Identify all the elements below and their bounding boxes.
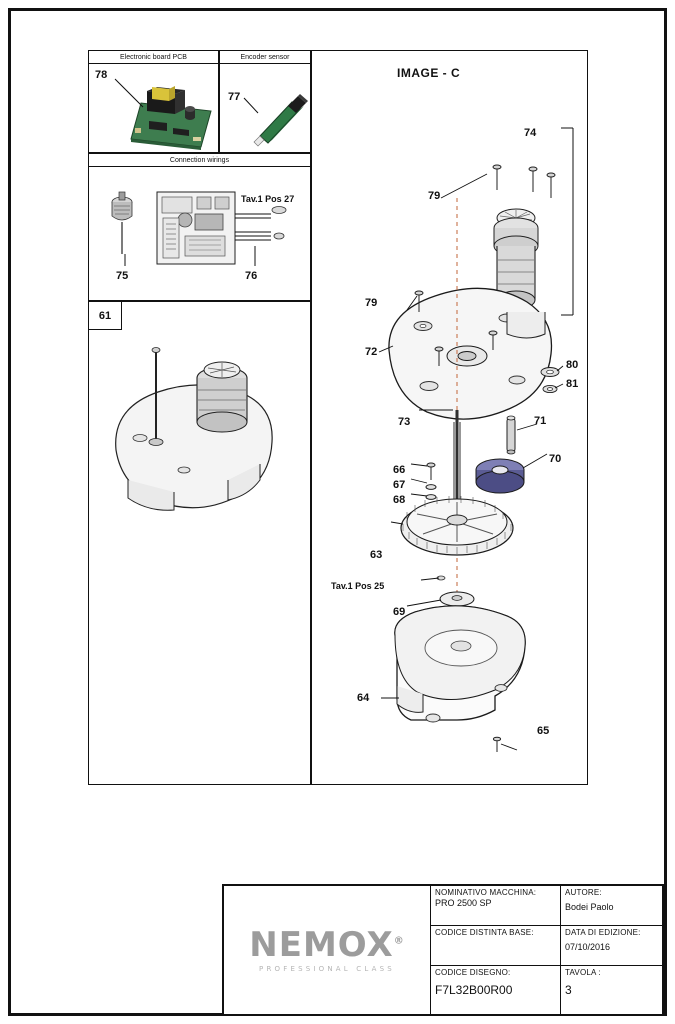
title-block-fields: [430, 886, 662, 1014]
title-block: [222, 884, 664, 1016]
callout-79-top: 79: [428, 190, 441, 202]
label-autore: AUTORE:: [565, 888, 602, 897]
image-c-title: IMAGE - C: [397, 66, 461, 80]
callout-64: 64: [357, 692, 370, 704]
panel-title-encoder: Encoder sensor: [220, 51, 310, 64]
panel-title-pcb: Electronic board PCB: [89, 51, 218, 64]
callout-69: 69: [393, 606, 406, 618]
callout-68: 68: [393, 494, 406, 506]
callout-70: 70: [549, 453, 562, 465]
note-tav1-pos27: Tav.1 Pos 27: [241, 194, 295, 204]
callout-75: 75: [116, 270, 129, 282]
wiring-illustration: [89, 154, 312, 302]
value-tavola: 3: [565, 983, 572, 997]
pcb-illustration: [89, 51, 220, 154]
field-tavola: [560, 966, 666, 1014]
value-nominativo-macchina: PRO 2500 SP: [435, 898, 492, 908]
assembly-illustration: [88, 330, 311, 560]
callout-80: 80: [566, 359, 579, 371]
field-codice-distinta-base: [430, 926, 560, 966]
registered-mark-icon: ®: [393, 935, 405, 947]
callout-73: 73: [398, 416, 411, 428]
callout-65: 65: [537, 725, 550, 737]
nemox-logo: [224, 886, 430, 1014]
field-codice-disegno: [430, 966, 560, 1014]
value-codice-disegno: F7L32B00R00: [435, 983, 513, 997]
value-data-di-edizione: 07/10/2016: [565, 942, 611, 952]
value-autore: Bodei Paolo: [565, 902, 614, 912]
callout-71: 71: [534, 415, 547, 427]
label-codice-distinta-base: CODICE DISTINTA BASE:: [435, 928, 534, 937]
panel-electronic-board-pcb: [88, 50, 219, 153]
callout-74: 74: [524, 127, 537, 139]
label-tavola: TAVOLA :: [565, 968, 601, 977]
callout-61: 61: [88, 301, 122, 330]
panel-connection-wirings: [88, 153, 311, 301]
callout-66: 66: [393, 464, 406, 476]
label-nominativo-macchina: NOMINATIVO MACCHINA:: [435, 888, 537, 897]
label-codice-disegno: CODICE DISEGNO:: [435, 968, 511, 977]
label-data-di-edizione: DATA DI EDIZIONE:: [565, 928, 641, 937]
note-tav1-pos25: Tav.1 Pos 25: [331, 581, 385, 591]
field-data-di-edizione: [560, 926, 666, 966]
callout-76: 76: [245, 270, 258, 282]
callout-67: 67: [393, 479, 406, 491]
callout-72: 72: [365, 346, 378, 358]
callout-77: 77: [228, 91, 241, 103]
exploded-assembly-illustration: [311, 50, 588, 785]
nemox-text: NEMOX: [249, 924, 394, 965]
panel-title-wiring: Connection wirings: [89, 154, 310, 167]
callout-78: 78: [95, 69, 108, 81]
callout-79-left: 79: [365, 297, 378, 309]
field-autore: [560, 886, 666, 926]
field-nominativo-macchina: [430, 886, 560, 926]
panel-encoder-sensor: [219, 50, 311, 153]
nemox-wordmark: [249, 924, 405, 965]
callout-63: 63: [370, 549, 383, 561]
value-codice-distinta-base: [431, 937, 560, 938]
encoder-illustration: [220, 51, 312, 154]
callout-81: 81: [566, 378, 579, 390]
nemox-tagline: PROFESSIONAL CLASS: [259, 964, 395, 973]
